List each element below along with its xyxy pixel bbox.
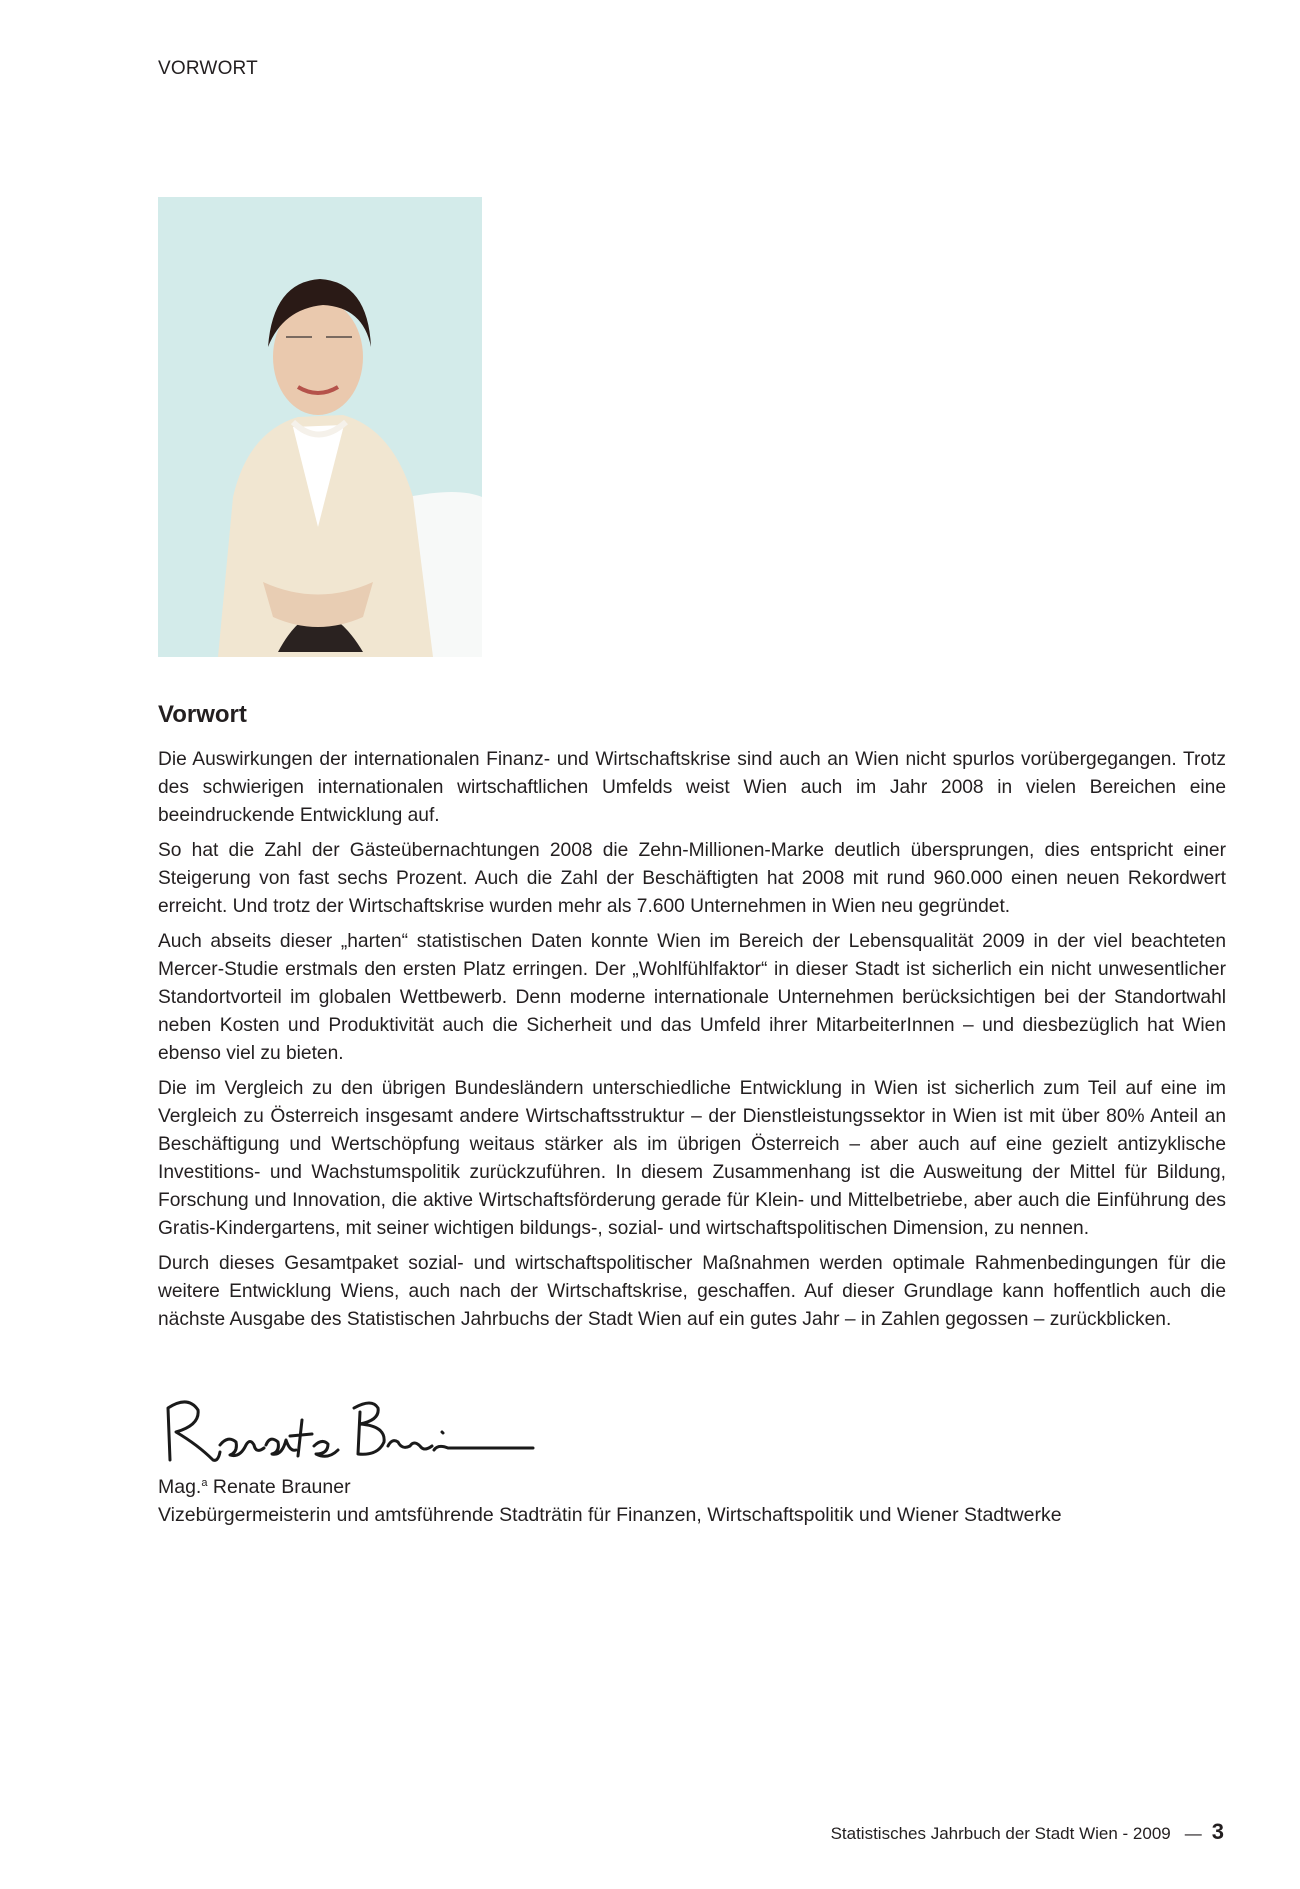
signer-full-name: Renate Brauner (207, 1476, 351, 1498)
footer-separator: — (1184, 1824, 1202, 1843)
signer-name (158, 1476, 351, 1499)
page-number: 3 (1211, 1819, 1224, 1844)
paragraph: Auch abseits dieser „harten“ statistischen Daten konnte Wien im Bereich der Lebensqualität 2009 in der viel beachteten Mercer-Studie erstmals den ersten Platz erringen. Der „Wohlfühlfaktor“ in dieser Stadt ist sicherlich ein nicht unwesentlicher Standortvorteil im globalen Wettbewerb. Denn moderne internationale Unternehmen berücksichtigen bei der Standortwahl neben Kosten und Produktivität auch die Sicherheit und das Umfeld ihrer MitarbeiterInnen – und diesbezüglich hat Wien ebenso viel zu bieten. (158, 931, 1226, 1064)
portrait-photo (158, 197, 482, 657)
section-header-label: VORWORT (158, 58, 258, 79)
portrait-illustration (158, 197, 482, 657)
paragraph: Durch dieses Gesamtpaket sozial- und wirtschaftspolitischer Maßnahmen werden optimale Rahmenbedingungen für die weitere Entwicklung Wiens, auch nach der Wirtschaftskrise, geschaffen. Auf dieser Grundlage kann hoffentlich auch die nächste Ausgabe des Statistischen Jahrbuchs der Stadt Wien auf ein gutes Jahr – in Zahlen gegossen – zurückblicken. (158, 1253, 1226, 1330)
academic-title-suffix: a (201, 1477, 208, 1489)
paragraph: Die im Vergleich zu den übrigen Bundesländern unterschiedliche Entwicklung in Wien ist sicherlich zum Teil auf eine im Vergleich zu Österreich insgesamt andere Wirtschaftsstruktur – der Dienstleistungssektor in Wien ist mit über 80% Anteil an Beschäftigung und Wertschöpfung weitaus stärker als im übrigen Österreich – aber auch auf eine gezielt antizyklische Investitions- und Wachstumspolitik zurückzuführen. In diesem Zusammenhang ist die Ausweitung der Mittel für Bildung, Forschung und Innovation, die aktive Wirtschaftsförderung gerade für Klein- und Mittelbetriebe, aber auch die Einführung des Gratis-Kindergartens, mit seiner wichtigen bildungs-, sozial- und wirtschaftspolitischen Dimension, zu nennen. (158, 1078, 1226, 1239)
article-title: Vorwort (158, 701, 247, 728)
academic-title: Mag. (158, 1476, 202, 1498)
article-body (158, 746, 1226, 1341)
publication-title: Statistisches Jahrbuch der Stadt Wien - 2009 (830, 1824, 1171, 1843)
page-footer (831, 1819, 1224, 1845)
handwritten-signature (158, 1390, 538, 1470)
paragraph: Die Auswirkungen der internationalen Finanz- und Wirtschaftskrise sind auch an Wien nicht spurlos vorübergegangen. Trotz des schwierigen internationalen wirtschaftlichen Umfelds weist Wien auch im Jahr 2008 in vielen Bereichen eine beeindruckende Entwicklung auf. (158, 749, 1226, 826)
paragraph: So hat die Zahl der Gästeübernachtungen 2008 die Zehn-Millionen-Marke deutlich übersprungen, dies entspricht einer Steigerung von fast sechs Prozent. Auch die Zahl der Beschäftigten hat 2008 mit rund 960.000 einen neuen Rekordwert erreicht. Und trotz der Wirtschaftskrise wurden mehr als 7.600 Unternehmen in Wien neu gegründet. (158, 840, 1226, 917)
signer-role: Vizebürgermeisterin und amtsführende Stadträtin für Finanzen, Wirtschaftspolitik und Wiener Stadtwerke (158, 1504, 1062, 1526)
signature-drawing (158, 1390, 538, 1470)
